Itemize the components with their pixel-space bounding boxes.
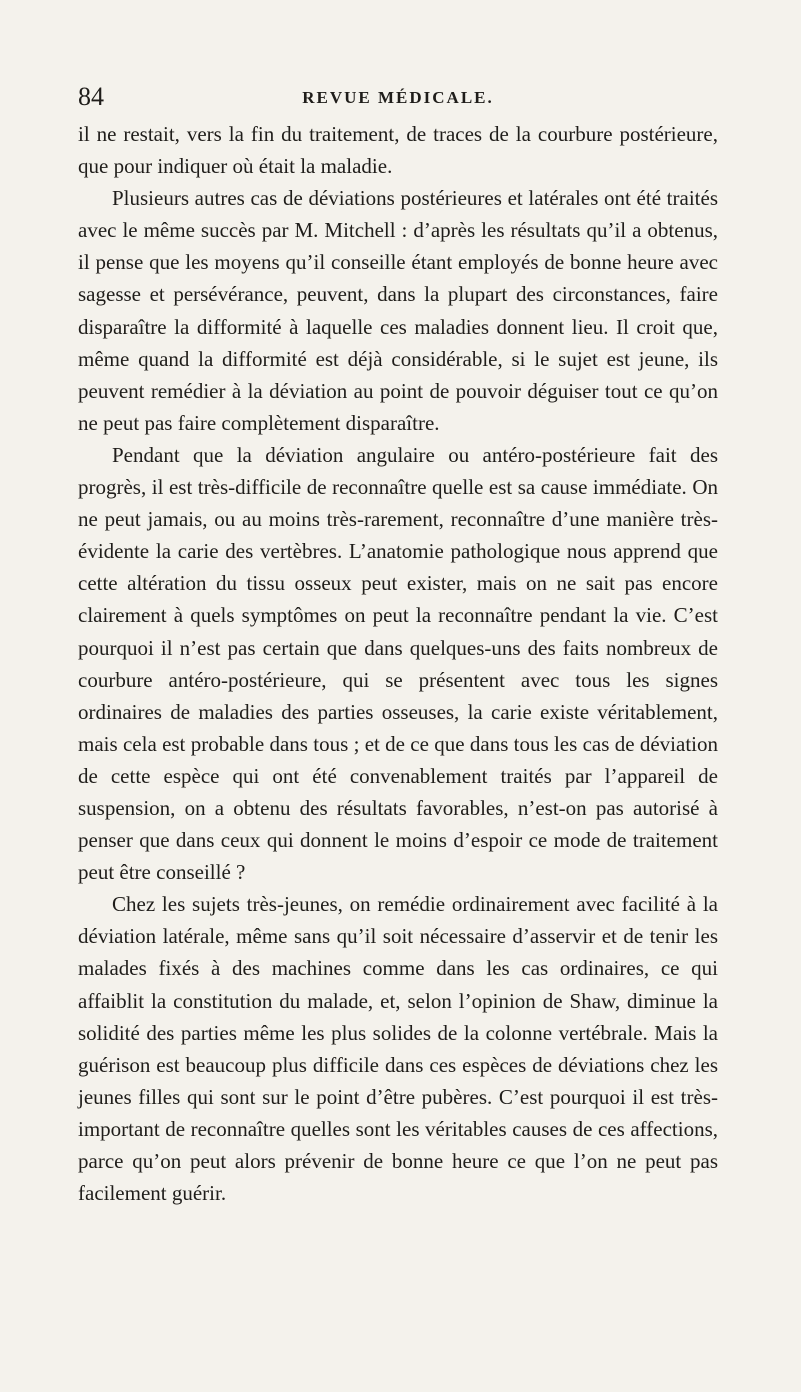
paragraph-angular-deviation: Pendant que la déviation angulaire ou antéro-postérieure fait des progrès, il est très-difficile de reconnaître quelle est sa cause immédiate. On ne peut jamais, ou au moins très-rarement, reconnaître d’une manière très-évidente la carie des vertèbres. L’anatomie pathologique nous apprend que cette altération du tissu osseux peut exister, mais on ne sait pas encore clairement à quels symptômes on peut la reconnaître pendant la vie. C’est pourquoi il n’est pas certain que dans quelques-uns des faits nombreux de courbure antéro-postérieure, qui se présentent avec tous les signes ordinaires de maladies des parties osseuses, la carie existe véritablement, mais cela est probable dans tous ; et de ce que dans tous les cas de déviation de cette espèce qui ont été convenablement traités par l’appareil de suspension, on a obtenu des résultats favorables, n’est-on pas autorisé à penser que dans ceux qui donnent le moins d’espoir ce mode de traitement peut être conseillé ? [78, 442, 718, 885]
book-page [78, 78, 718, 1209]
running-title: REVUE MÉDICALE. [302, 88, 494, 107]
paragraph-mitchell-cases: Plusieurs autres cas de déviations postérieures et latérales ont été traités avec le même succès par M. Mitchell : d’après les résultats qu’il a obtenus, il pense que les moyens qu’il conseille étant employés de bonne heure avec sagesse et persévérance, peuvent, dans la plupart des circonstances, faire disparaître la difformité à laquelle ces maladies donnent lieu. Il croit que, même quand la difformité est déjà considérable, si le sujet est jeune, ils peuvent remédier à la déviation au point de pouvoir déguiser tout ce qu’on ne peut pas faire complètement disparaître. [78, 186, 718, 435]
body-text [78, 118, 718, 1209]
page-number: 84 [78, 82, 104, 111]
paragraph-continuation: il ne restait, vers la fin du traitement, de traces de la courbure postérieure, que pour indiquer où était la maladie. [78, 122, 718, 179]
running-head [78, 78, 718, 118]
paragraph-lateral-deviation: Chez les sujets très-jeunes, on remédie ordinairement avec facilité à la déviation latérale, même sans qu’il soit nécessaire d’asservir et de tenir les malades fixés à des machines comme dans les cas ordinaires, ce qui affaiblit la constitution du malade, et, selon l’opinion de Shaw, diminue la solidité des parties même les plus solides de la colonne vertébrale. Mais la guérison est beaucoup plus difficile dans ces espèces de déviations chez les jeunes filles qui sont sur le point d’être pubères. C’est pourquoi il est très-important de reconnaître quelles sont les véritables causes de ces affections, parce qu’on peut alors prévenir de bonne heure ce que l’on ne peut pas facilement guérir. [78, 892, 718, 1206]
